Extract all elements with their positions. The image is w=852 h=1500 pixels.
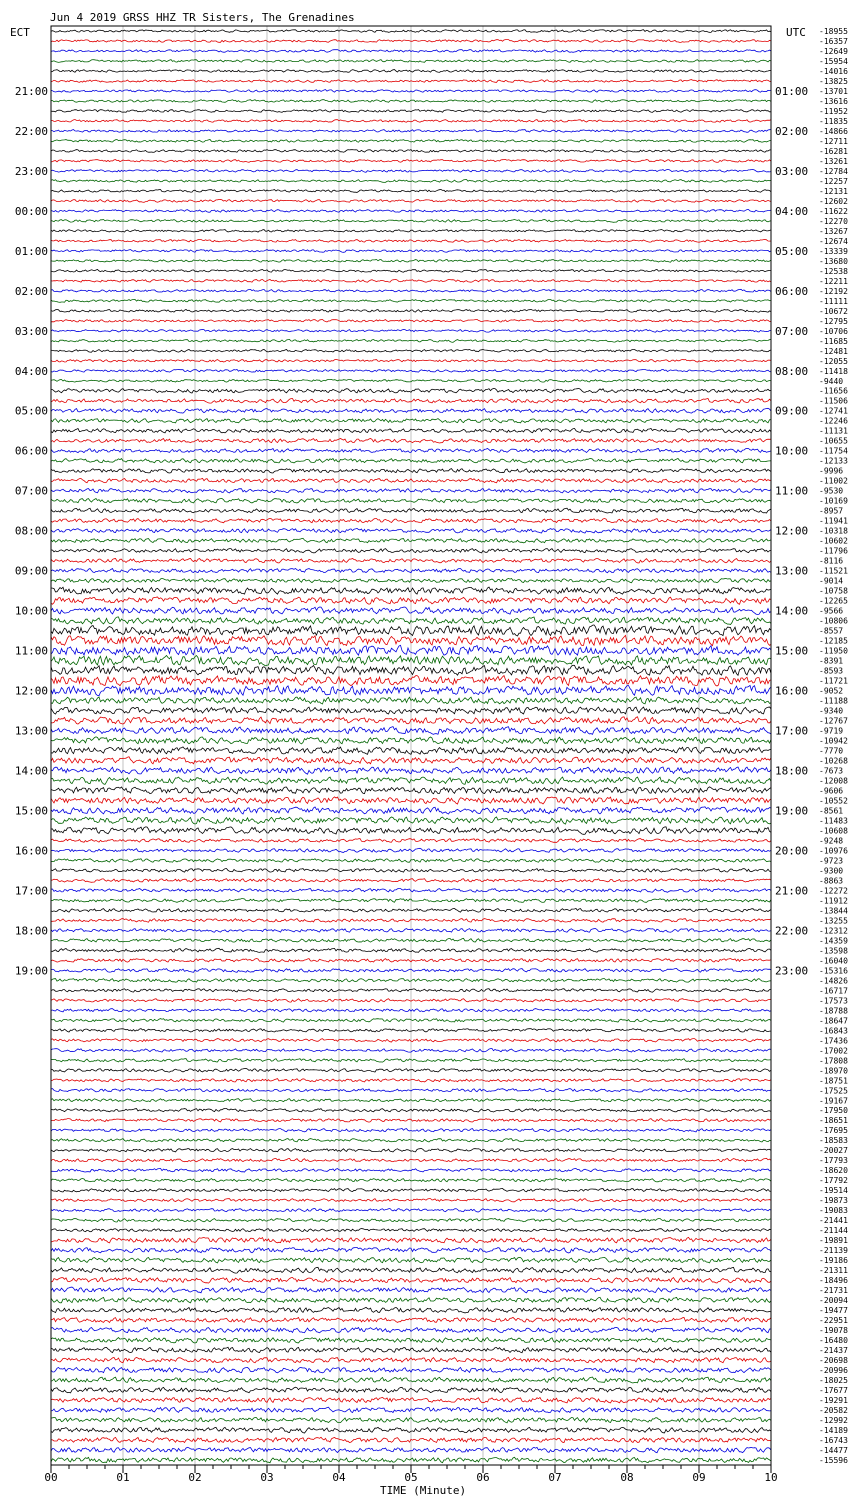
trace-value-label: -11754 (819, 446, 848, 456)
left-hour-label: 16:00 (14, 844, 48, 858)
right-hour-label: 15:00 (775, 644, 809, 658)
left-hour-label: 02:00 (14, 284, 48, 298)
trace-value-label: -12133 (819, 456, 848, 466)
trace-value-label: -12270 (819, 216, 848, 226)
trace-value-label: -11912 (819, 896, 848, 906)
trace-value-label: -10672 (819, 306, 848, 316)
x-tick-label: 00 (44, 1471, 58, 1484)
trace-value-label: -12131 (819, 186, 848, 196)
trace-value-label: -13701 (819, 86, 848, 96)
trace-value-label: -11483 (819, 816, 848, 826)
trace-value-label: -11002 (819, 476, 848, 486)
x-axis-label: TIME (Minute) (380, 1484, 467, 1497)
trace-value-label: -13598 (819, 946, 848, 956)
trace-value-label: -12767 (819, 716, 848, 726)
trace-value-label: -9566 (819, 606, 844, 616)
trace-value-label: -17792 (819, 1176, 848, 1186)
trace-value-label: -11418 (819, 366, 848, 376)
right-hour-label: 11:00 (775, 484, 809, 498)
trace-value-label: -19078 (819, 1326, 848, 1336)
trace-value-label: -11796 (819, 546, 848, 556)
left-hour-label: 17:00 (14, 884, 48, 898)
x-tick-label: 06 (476, 1471, 490, 1484)
trace-value-label: -10976 (819, 846, 848, 856)
x-tick-label: 02 (188, 1471, 202, 1484)
trace-value-label: -11835 (819, 116, 848, 126)
trace-value-label: -10608 (819, 826, 848, 836)
trace-value-label: -16281 (819, 146, 848, 156)
left-hour-label: 06:00 (14, 444, 48, 458)
trace-value-label: -12538 (819, 266, 848, 276)
trace-value-label: -12246 (819, 416, 848, 426)
trace-value-label: -10318 (819, 526, 848, 536)
trace-value-label: -10942 (819, 736, 848, 746)
trace-value-label: -12257 (819, 176, 848, 186)
trace-value-label: -13825 (819, 76, 848, 86)
trace-value-label: -10552 (819, 796, 848, 806)
right-timezone-label: UTC (786, 26, 806, 39)
trace-value-label: -9052 (819, 686, 844, 696)
trace-value-label: -12784 (819, 166, 848, 176)
trace-value-label: -12481 (819, 346, 848, 356)
trace-value-layer (819, 27, 848, 1465)
trace-value-label: -17808 (819, 1056, 848, 1066)
trace-value-label: -8561 (819, 806, 844, 816)
trace-value-label: -21144 (819, 1226, 848, 1236)
right-hour-label: 03:00 (775, 164, 809, 178)
trace-value-label: -8957 (819, 506, 844, 516)
trace-value-label: -19186 (819, 1256, 848, 1266)
trace-value-label: -12795 (819, 316, 848, 326)
trace-value-label: -11685 (819, 336, 848, 346)
trace-value-label: -13261 (819, 156, 848, 166)
right-hour-label: 12:00 (775, 524, 809, 538)
right-hour-label: 09:00 (775, 404, 809, 418)
trace-value-label: -13267 (819, 226, 848, 236)
right-hour-label: 23:00 (775, 964, 809, 978)
trace-value-label: -11188 (819, 696, 848, 706)
trace-value-label: -11521 (819, 566, 848, 576)
trace-value-label: -9723 (819, 856, 844, 866)
left-hour-label: 00:00 (14, 204, 48, 218)
trace-value-label: -11111 (819, 296, 848, 306)
left-hour-label: 23:00 (14, 164, 48, 178)
right-hour-label: 16:00 (775, 684, 809, 698)
left-hour-label: 13:00 (14, 724, 48, 738)
left-hour-label: 01:00 (14, 244, 48, 258)
trace-value-label: -21437 (819, 1346, 848, 1356)
trace-value-label: -19891 (819, 1236, 848, 1246)
x-tick-label: 03 (260, 1471, 274, 1484)
trace-value-label: -15316 (819, 966, 848, 976)
trace-value-label: -9300 (819, 866, 844, 876)
trace-value-label: -17793 (819, 1156, 848, 1166)
trace-value-label: -8116 (819, 556, 844, 566)
trace-value-label: -8557 (819, 626, 844, 636)
trace-value-label: -12674 (819, 236, 848, 246)
trace-value-label: -18620 (819, 1166, 848, 1176)
trace-value-label: -20698 (819, 1356, 848, 1366)
trace-value-label: -17573 (819, 996, 848, 1006)
left-hour-label: 12:00 (14, 684, 48, 698)
trace-value-label: -11622 (819, 206, 848, 216)
trace-value-label: -11656 (819, 386, 848, 396)
trace-value-label: -16357 (819, 36, 848, 46)
trace-value-label: -20027 (819, 1146, 848, 1156)
left-hour-label: 19:00 (14, 964, 48, 978)
trace-value-label: -9248 (819, 836, 844, 846)
trace-value-label: -22951 (819, 1316, 848, 1326)
left-hour-label: 22:00 (14, 124, 48, 138)
trace-value-label: -17695 (819, 1126, 848, 1136)
trace-value-label: -12008 (819, 776, 848, 786)
trace-value-label: -13680 (819, 256, 848, 266)
left-hour-label: 03:00 (14, 324, 48, 338)
x-tick-label: 05 (404, 1471, 418, 1484)
left-hour-label: 15:00 (14, 804, 48, 818)
trace-value-label: -18788 (819, 1006, 848, 1016)
trace-value-label: -11721 (819, 676, 848, 686)
trace-value-label: -17525 (819, 1086, 848, 1096)
trace-value-label: -9719 (819, 726, 844, 736)
trace-value-label: -16040 (819, 956, 848, 966)
trace-value-label: -17677 (819, 1386, 848, 1396)
trace-value-label: -12055 (819, 356, 848, 366)
trace-value-label: -21441 (819, 1216, 848, 1226)
x-tick-label: 08 (620, 1471, 634, 1484)
trace-value-label: -18025 (819, 1376, 848, 1386)
trace-value-label: -12602 (819, 196, 848, 206)
right-hour-label: 05:00 (775, 244, 809, 258)
x-tick-label: 10 (764, 1471, 778, 1484)
left-hour-label: 11:00 (14, 644, 48, 658)
right-hour-label: 08:00 (775, 364, 809, 378)
x-tick-label: 04 (332, 1471, 346, 1484)
trace-value-label: -11506 (819, 396, 848, 406)
right-hour-label: 13:00 (775, 564, 809, 578)
trace-value-label: -14866 (819, 126, 848, 136)
trace-value-label: -8391 (819, 656, 844, 666)
right-hour-label: 17:00 (775, 724, 809, 738)
right-hour-label: 20:00 (775, 844, 809, 858)
left-hour-label: 05:00 (14, 404, 48, 418)
trace-value-label: -11952 (819, 106, 848, 116)
trace-value-label: -21311 (819, 1266, 848, 1276)
trace-value-label: -12992 (819, 1416, 848, 1426)
trace-value-label: -12265 (819, 596, 848, 606)
trace-value-label: -12649 (819, 46, 848, 56)
trace-value-label: -18970 (819, 1066, 848, 1076)
trace-value-label: -11941 (819, 516, 848, 526)
trace-value-label: -20094 (819, 1296, 848, 1306)
trace-value-label: -8863 (819, 876, 844, 886)
trace-value-label: -15954 (819, 56, 848, 66)
x-tick-label: 07 (548, 1471, 562, 1484)
trace-value-label: -14477 (819, 1446, 848, 1456)
trace-value-label: -19514 (819, 1186, 848, 1196)
trace-value-label: -18583 (819, 1136, 848, 1146)
right-hour-label: 07:00 (775, 324, 809, 338)
trace-value-label: -9606 (819, 786, 844, 796)
right-hour-label: 19:00 (775, 804, 809, 818)
trace-value-label: -18496 (819, 1276, 848, 1286)
right-hour-label: 18:00 (775, 764, 809, 778)
trace-value-label: -9530 (819, 486, 844, 496)
trace-value-label: -7673 (819, 766, 844, 776)
right-hour-label: 04:00 (775, 204, 809, 218)
trace-value-label: -17002 (819, 1046, 848, 1056)
trace-value-label: -10806 (819, 616, 848, 626)
left-timezone-label: ECT (10, 26, 30, 39)
right-hour-label: 10:00 (775, 444, 809, 458)
trace-value-label: -10268 (819, 756, 848, 766)
trace-value-label: -12272 (819, 886, 848, 896)
trace-value-label: -13339 (819, 246, 848, 256)
right-hour-label: 14:00 (775, 604, 809, 618)
trace-value-label: -12741 (819, 406, 848, 416)
trace-value-label: -17436 (819, 1036, 848, 1046)
trace-value-label: -19477 (819, 1306, 848, 1316)
trace-value-label: -11950 (819, 646, 848, 656)
left-hour-label: 08:00 (14, 524, 48, 538)
trace-value-label: -13255 (819, 916, 848, 926)
left-hour-label: 18:00 (14, 924, 48, 938)
trace-value-label: -10169 (819, 496, 848, 506)
trace-value-label: -9340 (819, 706, 844, 716)
trace-value-label: -18751 (819, 1076, 848, 1086)
trace-value-label: -13844 (819, 906, 848, 916)
right-hour-label: 21:00 (775, 884, 809, 898)
trace-value-label: -14016 (819, 66, 848, 76)
trace-value-label: -12192 (819, 286, 848, 296)
trace-value-label: -18955 (819, 26, 848, 36)
right-hour-label: 06:00 (775, 284, 809, 298)
trace-value-label: -19291 (819, 1396, 848, 1406)
trace-value-label: -8593 (819, 666, 844, 676)
left-hour-label: 21:00 (14, 84, 48, 98)
x-tick-label: 01 (116, 1471, 130, 1484)
trace-value-label: -12185 (819, 636, 848, 646)
chart-title: Jun 4 2019 GRSS HHZ TR Sisters, The Grenadines (50, 11, 355, 24)
x-tick-label: 09 (692, 1471, 706, 1484)
right-hour-label: 02:00 (775, 124, 809, 138)
trace-value-label: -20996 (819, 1366, 848, 1376)
trace-value-label: -18651 (819, 1116, 848, 1126)
trace-value-label: -15596 (819, 1456, 848, 1466)
trace-value-label: -16717 (819, 986, 848, 996)
trace-value-label: -14359 (819, 936, 848, 946)
trace-value-label: -9996 (819, 466, 844, 476)
trace-value-label: -19083 (819, 1206, 848, 1216)
trace-value-label: -16843 (819, 1026, 848, 1036)
trace-value-label: -16743 (819, 1436, 848, 1446)
trace-value-label: -19873 (819, 1196, 848, 1206)
left-hour-label: 14:00 (14, 764, 48, 778)
trace-value-label: -16480 (819, 1336, 848, 1346)
trace-value-label: -20582 (819, 1406, 848, 1416)
trace-value-label: -19167 (819, 1096, 848, 1106)
trace-value-label: -10602 (819, 536, 848, 546)
right-hour-label: 01:00 (775, 84, 809, 98)
left-hour-label: 10:00 (14, 604, 48, 618)
trace-value-label: -10706 (819, 326, 848, 336)
right-hour-label: 22:00 (775, 924, 809, 938)
trace-value-label: -13616 (819, 96, 848, 106)
trace-value-label: -12211 (819, 276, 848, 286)
trace-value-label: -14189 (819, 1426, 848, 1436)
trace-value-label: -10655 (819, 436, 848, 446)
trace-value-label: -17950 (819, 1106, 848, 1116)
left-hour-label: 04:00 (14, 364, 48, 378)
x-tick-layer (44, 1465, 777, 1484)
trace-value-label: -21731 (819, 1286, 848, 1296)
trace-value-label: -11131 (819, 426, 848, 436)
left-hour-label: 09:00 (14, 564, 48, 578)
left-hour-label: 07:00 (14, 484, 48, 498)
trace-value-label: -12711 (819, 136, 848, 146)
trace-value-label: -12312 (819, 926, 848, 936)
trace-value-label: -14826 (819, 976, 848, 986)
trace-value-label: -18647 (819, 1016, 848, 1026)
trace-value-label: -21139 (819, 1246, 848, 1256)
trace-value-label: -7770 (819, 746, 844, 756)
trace-value-label: -9014 (819, 576, 844, 586)
trace-value-label: -10758 (819, 586, 848, 596)
trace-value-label: -9440 (819, 376, 844, 386)
